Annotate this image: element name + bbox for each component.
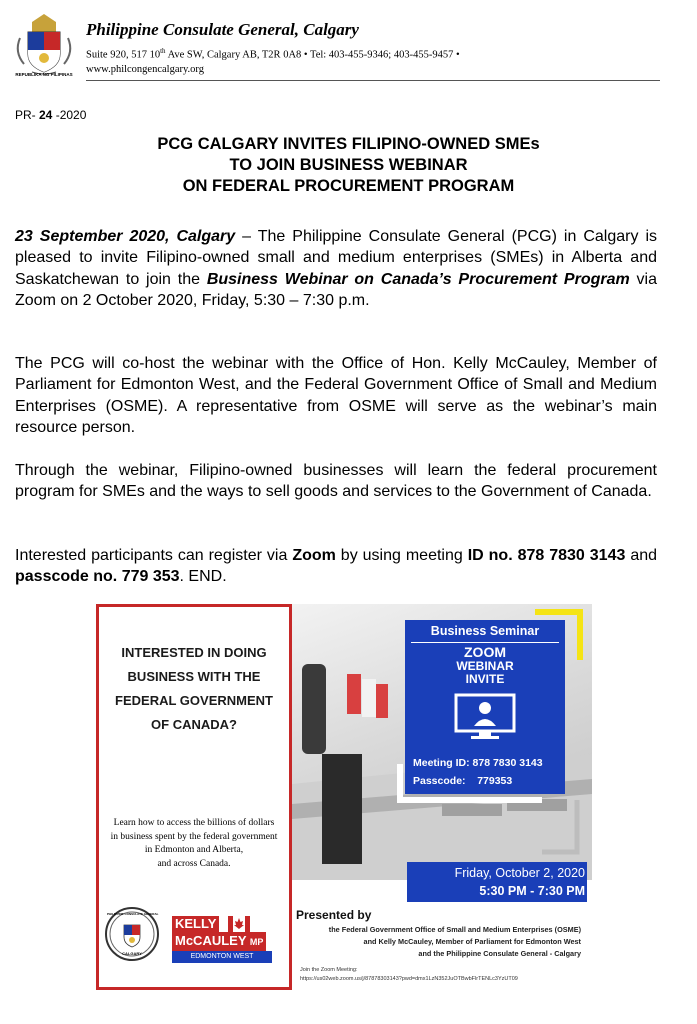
kelly-name: KELLY — [172, 916, 219, 932]
paragraph-3: Through the webinar, Filipino-owned businesses will learn the federal procurement program for SMEs and the ways to sell goods and services to the Government of Canada. — [15, 462, 657, 501]
zoom-header-rule — [411, 642, 559, 643]
meeting-details: Meeting ID: 878 7830 3143 Passcode: 779353 — [413, 757, 543, 787]
kelly-riding: EDMONTON WEST — [172, 951, 272, 963]
seal-ring-text: PHILIPPINE CONSULATE GENERAL — [107, 912, 159, 916]
seal-text: REPUBLIKA NG PILIPINAS — [15, 72, 73, 77]
press-release-number: PR- 24 -2020 — [15, 108, 87, 122]
presenters-list: the Federal Government Office of Small and Medium Enterprises (OSME) and Kelly McCauley, Member of Parliament for Edmonton West and the Philippine Consulate General - Calgary — [328, 925, 581, 958]
header-divider — [86, 80, 660, 81]
kelly-surname: McCAULEY MP — [172, 932, 266, 951]
poster-heading: INTERESTED IN DOING BUSINESS WITH THE FEDERAL GOVERNMENT OF CANADA? — [115, 645, 273, 732]
date-time-text: Friday, October 2, 2020 5:30 PM - 7:30 PM — [454, 866, 585, 898]
kelly-mccauley-logo — [172, 916, 288, 966]
seal-ring-bottom: CALGARY — [122, 951, 142, 956]
zoom-join-info: Join the Zoom Meeting: https://us02web.zoom.us/j/87878303143?pwd=dmx1LzN352JuOTBwbFlrTENLc3YzUT09 — [300, 967, 518, 982]
zoom-header: Business Seminar — [430, 624, 540, 638]
monitor-user-icon — [453, 692, 517, 742]
consulate-seal — [12, 12, 76, 80]
date-time-box — [407, 862, 587, 902]
poster-consulate-seal — [105, 907, 159, 961]
paragraph-1: 23 September 2020, Calgary – The Philippine Consulate General (PCG) in Calgary is pleased to invite Filipino-owned small and medium enterprises (SMEs) in Alberta and Saskatchewan to join the Business Webinar on Canada’s Procurement Program via Zoom on 2 October 2020, Friday, 5:30 – 7:30 p.m. — [15, 228, 657, 309]
consulate-address: Suite 920, 517 10th Ave SW, Calgary AB, T2R 0A8 • Tel: 403-455-9346; 403-455-9457 • — [86, 47, 460, 61]
zoom-title: ZOOM WEBINAR INVITE — [456, 644, 514, 686]
zoom-invite-box — [405, 620, 565, 794]
paragraph-4: Interested participants can register via Zoom by using meeting ID no. 878 7830 3143 and passcode no. 779 353. END. — [15, 547, 658, 586]
maple-leaf-icon — [228, 916, 250, 932]
paragraph-2: The PCG will co-host the webinar with the Office of Hon. Kelly McCauley, Member of Parliament for Edmonton West, and the Federal Government Office of Small and Medium Enterprises (OSME). A representative from OSME will serve as the webinar’s main resource person. — [15, 355, 657, 436]
presented-by: Presented by — [296, 908, 372, 922]
consulate-website[interactable]: www.philcongencalgary.org — [86, 64, 204, 75]
poster-subtext: Learn how to access the billions of dollars in business spent by the federal government in Edmonton and Alberta, and across Canada. — [110, 818, 278, 869]
page-title: PCG CALGARY INVITES FILIPINO-OWNED SMEs TO JOIN BUSINESS WEBINAR ON FEDERAL PROCUREMENT PROGRAM — [157, 135, 540, 195]
consulate-name: Philippine Consulate General, Calgary — [86, 20, 359, 39]
